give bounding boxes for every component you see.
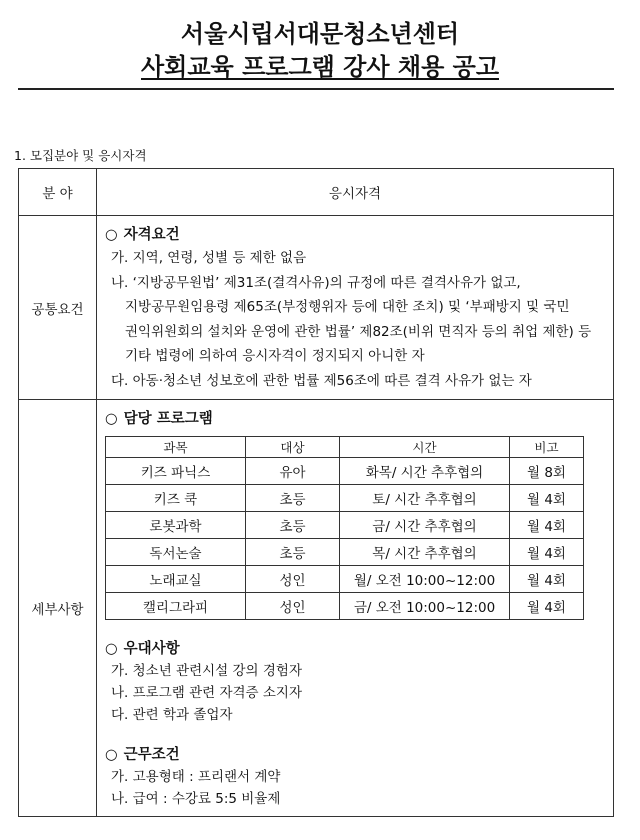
condition-item: 가. 고용형태 : 프리랜서 계약 xyxy=(111,769,281,785)
program-header-cell: 시간 xyxy=(340,437,510,458)
program-header-cell: 비고 xyxy=(510,437,584,458)
preference-item: 나. 프로그램 관련 자격증 소지자 xyxy=(111,685,302,701)
program-time: 화목/ 시간 추후협의 xyxy=(340,458,510,485)
program-subject: 독서논술 xyxy=(106,539,246,566)
header-field: 분 야 xyxy=(19,169,97,216)
requirement-item-cont: 기타 법령에 의하여 응시자격이 정지되지 아니한 자 xyxy=(125,348,425,364)
common-requirements-content xyxy=(97,216,614,400)
program-target: 유아 xyxy=(246,458,340,485)
notice-title: 사회교육 프로그램 강사 채용 공고 xyxy=(141,53,499,81)
program-note: 월 4회 xyxy=(510,566,584,593)
common-requirements-label: 공통요건 xyxy=(19,216,97,400)
program-time: 금/ 시간 추후협의 xyxy=(340,512,510,539)
table-row xyxy=(106,566,584,593)
table-row xyxy=(106,458,584,485)
requirement-item: 가. 지역, 연령, 성별 등 제한 없음 xyxy=(111,250,307,266)
preference-item: 다. 관련 학과 졸업자 xyxy=(111,707,233,723)
program-target: 초등 xyxy=(246,485,340,512)
requirement-item-cont: 권익위원회의 설치와 운영에 관한 법률’ 제82조(비위 면직자 등의 취업 제한) 등 xyxy=(125,323,592,340)
program-note: 월 4회 xyxy=(510,485,584,512)
table-row xyxy=(106,593,584,620)
conditions-subtitle: ○ 근무조건 xyxy=(105,747,180,763)
section-heading: 1. 모집분야 및 응시자격 xyxy=(14,148,147,163)
program-header-cell: 과목 xyxy=(106,437,246,458)
details-label: 세부사항 xyxy=(19,400,97,817)
title-block xyxy=(0,18,640,84)
programs-subtitle: ○ 담당 프로그램 xyxy=(105,411,213,427)
program-note: 월 4회 xyxy=(510,593,584,620)
program-target: 성인 xyxy=(246,566,340,593)
program-subject: 캘리그라피 xyxy=(106,593,246,620)
program-subject: 키즈 쿡 xyxy=(106,485,246,512)
common-requirements-row xyxy=(19,216,614,400)
circle-bullet-icon: ○ xyxy=(105,227,118,243)
program-time: 금/ 오전 10:00~12:00 xyxy=(340,593,510,620)
qualification-table xyxy=(18,168,614,817)
details-row xyxy=(19,400,614,817)
program-note: 월 8회 xyxy=(510,458,584,485)
requirement-item: 나. ‘지방공무원법’ 제31조(결격사유)의 규정에 따른 결격사유가 없고, xyxy=(111,274,521,291)
condition-item: 나. 급여 : 수강료 5:5 비율제 xyxy=(111,791,281,807)
circle-bullet-icon: ○ xyxy=(105,747,118,763)
preferences-subtitle: ○ 우대사항 xyxy=(105,641,180,657)
program-time: 목/ 시간 추후협의 xyxy=(340,539,510,566)
program-target: 초등 xyxy=(246,512,340,539)
table-header-row xyxy=(19,169,614,216)
program-target: 초등 xyxy=(246,539,340,566)
program-header-cell: 대상 xyxy=(246,437,340,458)
program-subject: 로봇과학 xyxy=(106,512,246,539)
title-divider xyxy=(18,88,614,90)
circle-bullet-icon: ○ xyxy=(105,641,118,657)
program-note: 월 4회 xyxy=(510,512,584,539)
details-content xyxy=(97,400,614,817)
program-subject: 노래교실 xyxy=(106,566,246,593)
program-time: 월/ 오전 10:00~12:00 xyxy=(340,566,510,593)
requirement-item: 다. 아동·청소년 성보호에 관한 법률 제56조에 따른 결격 사유가 없는 자 xyxy=(111,372,532,389)
requirement-item-cont: 지방공무원임용령 제65조(부정행위자 등에 대한 조치) 및 ‘부패방지 및 국민 xyxy=(125,299,570,315)
program-table xyxy=(105,436,584,620)
organization-name: 서울시립서대문청소년센터 xyxy=(180,20,460,48)
program-subject: 키즈 파닉스 xyxy=(106,458,246,485)
table-row xyxy=(106,539,584,566)
program-time: 토/ 시간 추후협의 xyxy=(340,485,510,512)
table-row xyxy=(106,485,584,512)
circle-bullet-icon: ○ xyxy=(105,411,118,427)
header-qualification: 응시자격 xyxy=(97,169,614,216)
program-header-row xyxy=(106,437,584,458)
preference-item: 가. 청소년 관련시설 강의 경험자 xyxy=(111,663,302,679)
qualification-subtitle: ○ 자격요건 xyxy=(105,227,180,243)
program-target: 성인 xyxy=(246,593,340,620)
program-note: 월 4회 xyxy=(510,539,584,566)
table-row xyxy=(106,512,584,539)
